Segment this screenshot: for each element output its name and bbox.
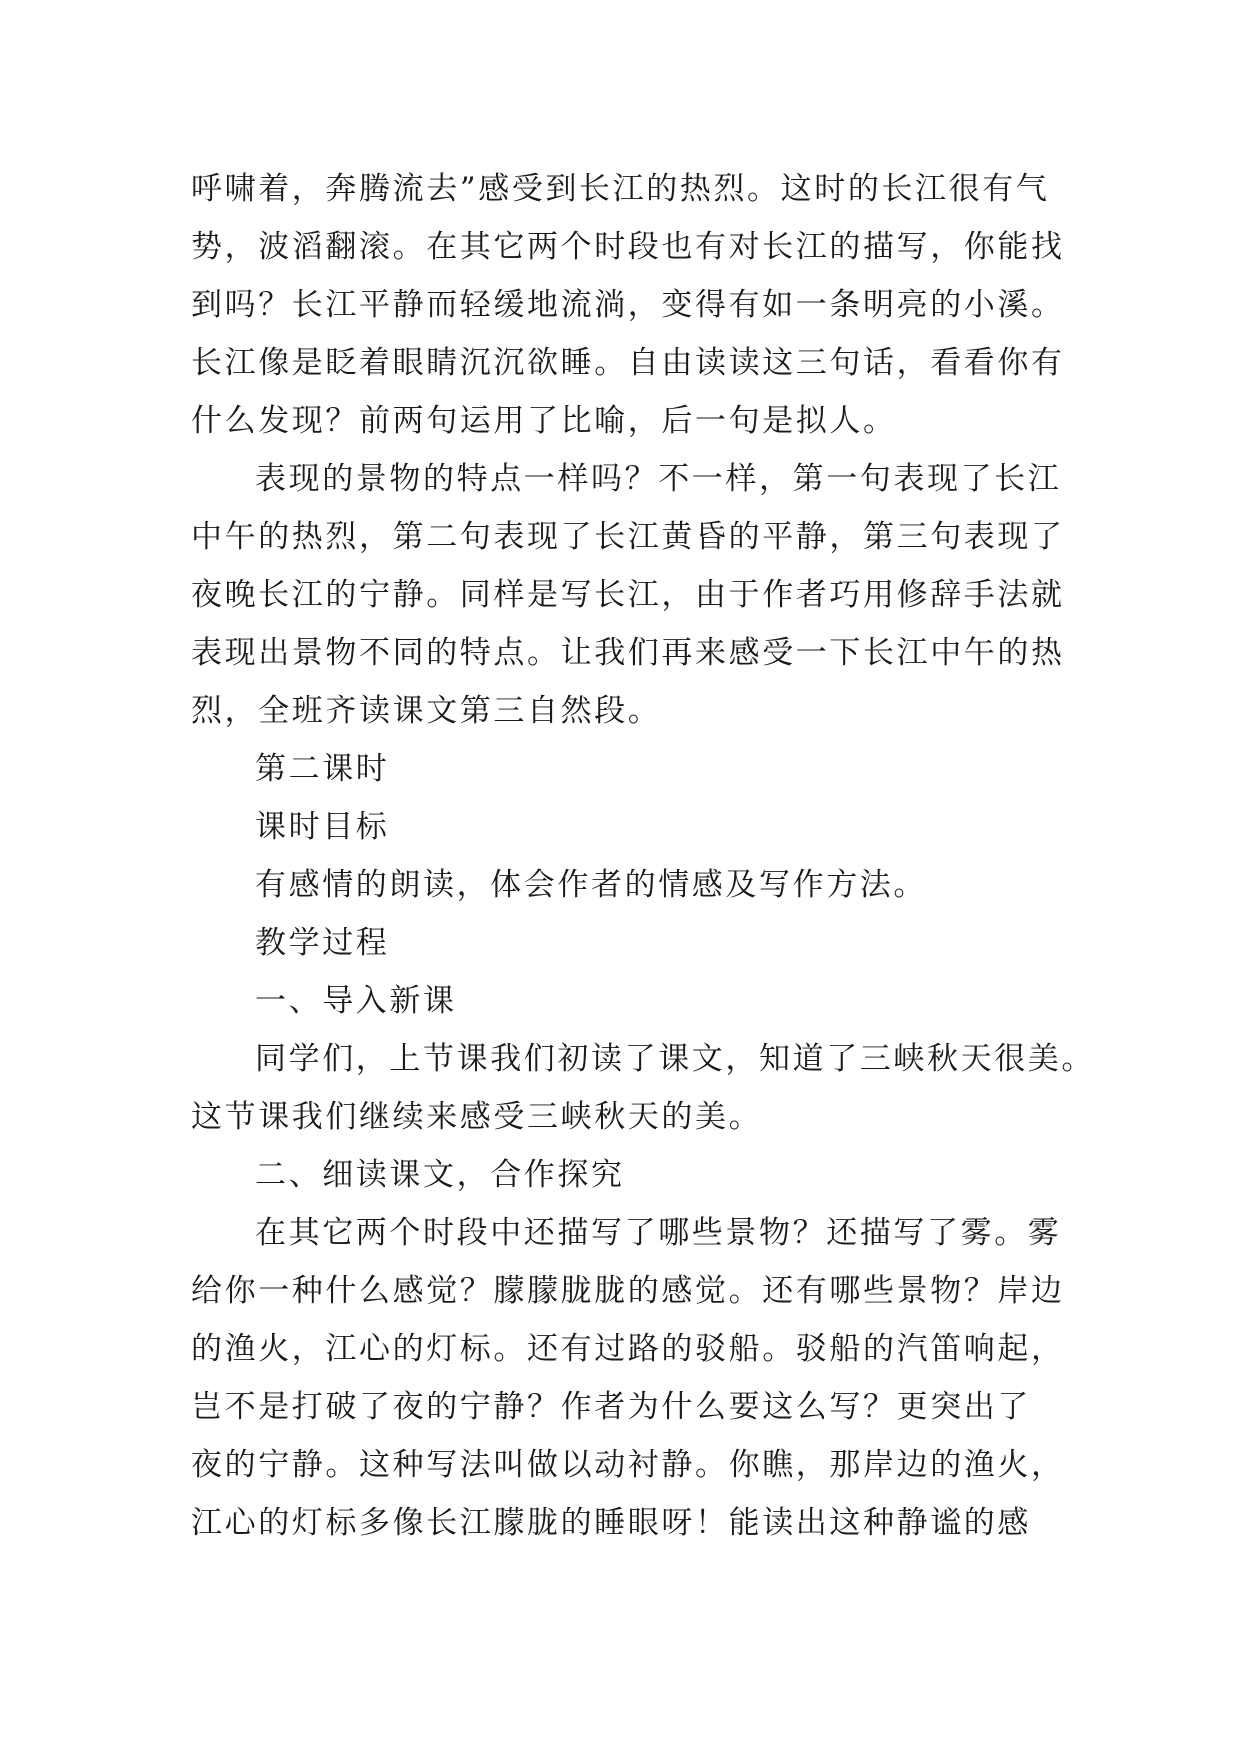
text-line: 烈，全班齐读课文第三自然段。 bbox=[191, 693, 662, 729]
text-line: 的渔火，江心的灯标。还有过路的驳船。驳船的汽笛响起， bbox=[191, 1331, 1065, 1367]
paragraph-first-line: 有感情的朗读，体会作者的情感及写作方法。 bbox=[255, 867, 927, 903]
text-line: 夜晚长江的宁静。同样是写长江，由于作者巧用修辞手法就 bbox=[191, 577, 1065, 613]
text-line: 长江像是眨着眼睛沉沉欲睡。自由读读这三句话，看看你有 bbox=[191, 345, 1065, 381]
text-line: 江心的灯标多像长江朦胧的睡眼呀！能读出这种静谧的感 bbox=[191, 1505, 1031, 1541]
section-heading: 一、导入新课 bbox=[255, 983, 457, 1019]
text-line: 到吗？长江平静而轻缓地流淌，变得有如一条明亮的小溪。 bbox=[191, 287, 1065, 323]
paragraph-first-line: 在其它两个时段中还描写了哪些景物？还描写了雾。雾 bbox=[255, 1215, 1062, 1251]
section-heading: 教学过程 bbox=[255, 925, 390, 961]
text-line: 中午的热烈，第二句表现了长江黄昏的平静，第三句表现了 bbox=[191, 519, 1065, 555]
paragraph-first-line: 同学们，上节课我们初读了课文，知道了三峡秋天很美。 bbox=[255, 1041, 1095, 1077]
text-line: 势，波滔翻滚。在其它两个时段也有对长江的描写，你能找 bbox=[191, 229, 1065, 265]
document-body bbox=[191, 160, 1095, 1552]
text-line: 呼啸着，奔腾流去”感受到长江的热烈。这时的长江很有气 bbox=[191, 171, 1050, 207]
paragraph-first-line: 表现的景物的特点一样吗？不一样，第一句表现了长江 bbox=[255, 461, 1062, 497]
section-heading: 课时目标 bbox=[255, 809, 390, 845]
section-heading: 二、细读课文，合作探究 bbox=[255, 1157, 625, 1193]
text-line: 夜的宁静。这种写法叫做以动衬静。你瞧，那岸边的渔火， bbox=[191, 1447, 1065, 1483]
text-line: 给你一种什么感觉？朦朦胧胧的感觉。还有哪些景物？岸边 bbox=[191, 1273, 1065, 1309]
text-line: 岂不是打破了夜的宁静？作者为什么要这么写？更突出了 bbox=[191, 1389, 1031, 1425]
text-line: 这节课我们继续来感受三峡秋天的美。 bbox=[191, 1099, 763, 1135]
text-line: 表现出景物不同的特点。让我们再来感受一下长江中午的热 bbox=[191, 635, 1065, 671]
section-heading: 第二课时 bbox=[255, 751, 390, 787]
text-line: 什么发现？前两句运用了比喻，后一句是拟人。 bbox=[191, 403, 897, 439]
